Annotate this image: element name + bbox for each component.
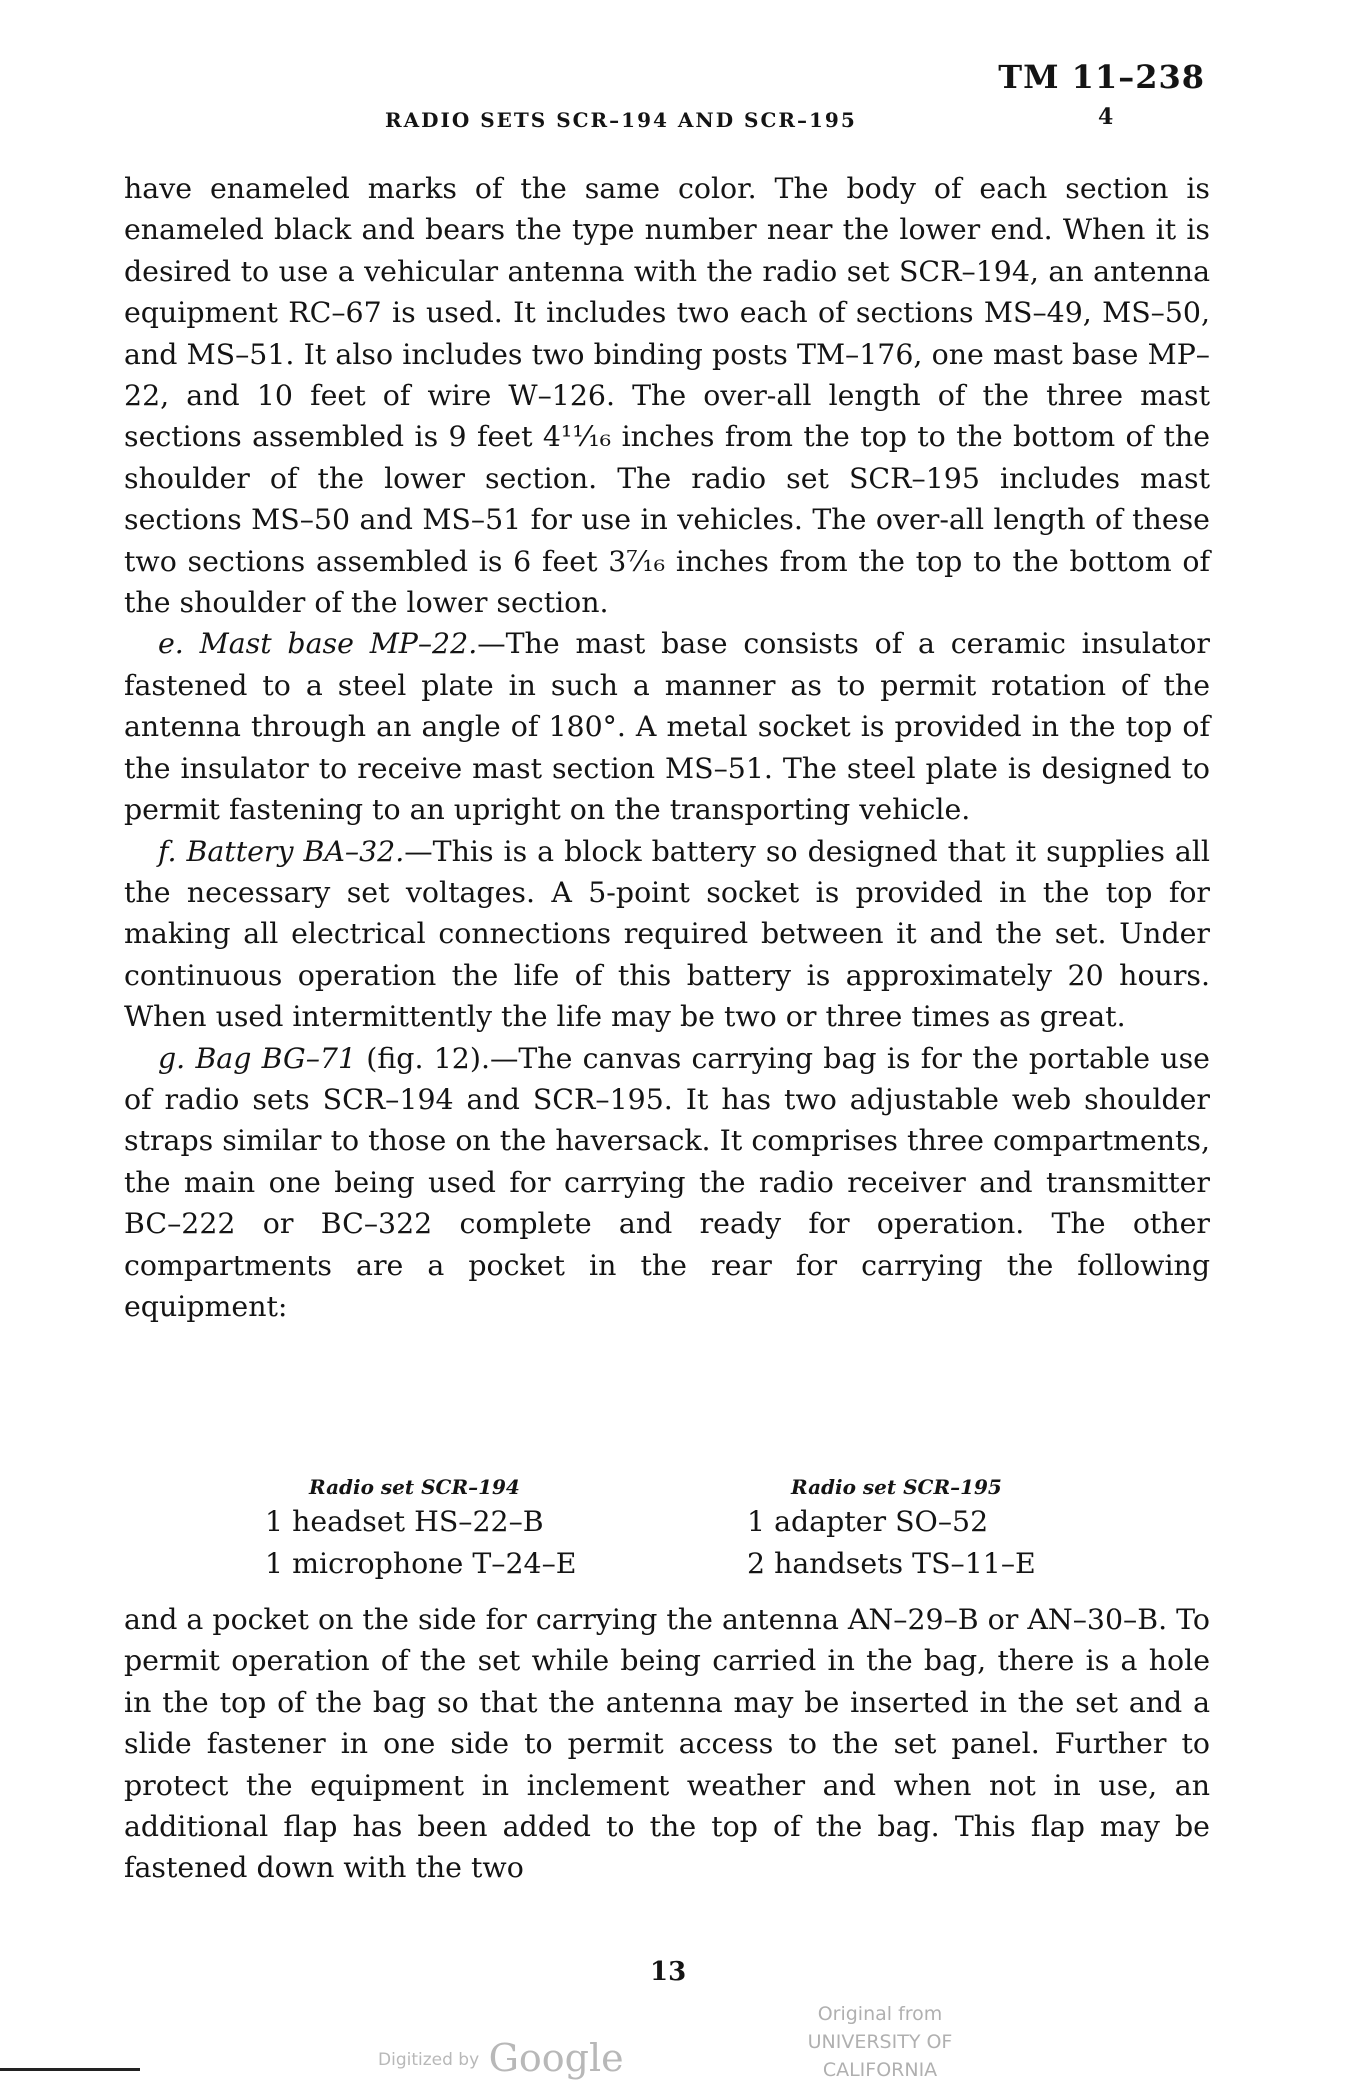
google-logo: Google: [488, 2036, 624, 2080]
paragraph-after-table: and a pocket on the side for carrying the antenna AN–29–B or AN–30–B. To permit operation of the set while being carried in the bag, there is a hole in the top of the bag so that the antenna may be inserted in the set and a slide fastener in one side to permit access to the set panel. Further to protect the equipment in inclement weather and when not in use, an additional flap has been added to the top of the bag. This flap may be fastened down with the two: [124, 1603, 1210, 1885]
column-heading: Radio set SCR–194: [309, 1475, 520, 1499]
equipment-item: 1 microphone T–24–E: [265, 1547, 577, 1580]
paragraph-g-text: (fig. 12).—The canvas carrying bag is for the portable use of radio sets SCR–194 and SCR–195. It has two adjustable web shoulder straps similar to those on the haversack. It comprises three compartments, the main one being used for carrying the radio receiver and transmitter BC–222 or BC–322 complete and ready for operation. The other compartments are a pocket in the rear for carrying the following equipment:: [124, 1041, 1210, 1323]
running-head: RADIO SETS SCR–194 AND SCR–195: [385, 108, 857, 132]
paragraph-g: [124, 1038, 1210, 1328]
institution-name: UNIVERSITY OF CALIFORNIA: [807, 2031, 953, 2081]
equipment-item: 1 adapter SO–52: [747, 1505, 989, 1538]
equipment-item: 2 handsets TS–11–E: [747, 1547, 1036, 1580]
digitized-by-notice: [378, 2030, 624, 2080]
body-text: [124, 168, 1210, 1327]
paragraph-e-text: —The mast base consists of a ceramic insulator fastened to a steel plate in such a manner as to permit rotation of the antenna through an angle of 180°. A metal socket is provided in the top of the insulator to receive mast section MS–51. The steel plate is designed to permit fastening to an upright on the transporting vehicle.: [124, 627, 1210, 827]
paragraph-g-head: g. Bag BG–71: [158, 1041, 357, 1075]
paragraph-continued: have enameled marks of the same color. The body of each section is enameled black and bears the type number near the lower end. When it is desired to use a vehicular antenna with the radio set SCR–194, an antenna equipment RC–67 is used. It includes two each of sections MS–49, MS–50, and MS–51. It also includes two binding posts TM–176, one mast base MP–22, and 10 feet of wire W–126. The over-all length of the three mast sections assembled is 9 feet 4¹¹⁄₁₆ inches from the top to the bottom of the shoulder of the lower section. The radio set SCR–195 includes mast sections MS–50 and MS–51 for use in vehicles. The over-all length of these two sections assembled is 6 feet 3⁷⁄₁₆ inches from the top to the bottom of the shoulder of the lower section.: [124, 172, 1210, 620]
paragraph-e: [124, 623, 1210, 830]
paragraph-f-head: f. Battery BA–32.: [158, 834, 405, 868]
equipment-column-scr-195: [747, 1473, 1167, 1585]
equipment-item: 1 headset HS–22–B: [265, 1505, 544, 1538]
page-number: 13: [650, 1957, 687, 1987]
digitized-by-label: Digitized by: [378, 2050, 480, 2070]
paragraph-f: [124, 831, 1210, 1038]
paragraph-f-text: —This is a block battery so designed that it supplies all the necessary set voltages. A 5-point socket is provided in the top for making all electrical connections required between it and the set. Under continuous operation the life of this battery is approximately 20 hours. When used intermittently the life may be two or three times as great.: [124, 834, 1210, 1034]
paragraph-e-head: e. Mast base MP–22.: [158, 627, 478, 661]
original-from-notice: [758, 2000, 1002, 2084]
scan-edge-rule: [0, 2068, 140, 2071]
tm-number: TM 11–238: [998, 58, 1205, 96]
equipment-column-scr-194: [265, 1473, 685, 1585]
column-heading: Radio set SCR–195: [791, 1475, 1002, 1499]
body-text-continued: [124, 1599, 1210, 1889]
section-number: 4: [1098, 104, 1114, 130]
original-from-label: Original from: [817, 2003, 943, 2025]
